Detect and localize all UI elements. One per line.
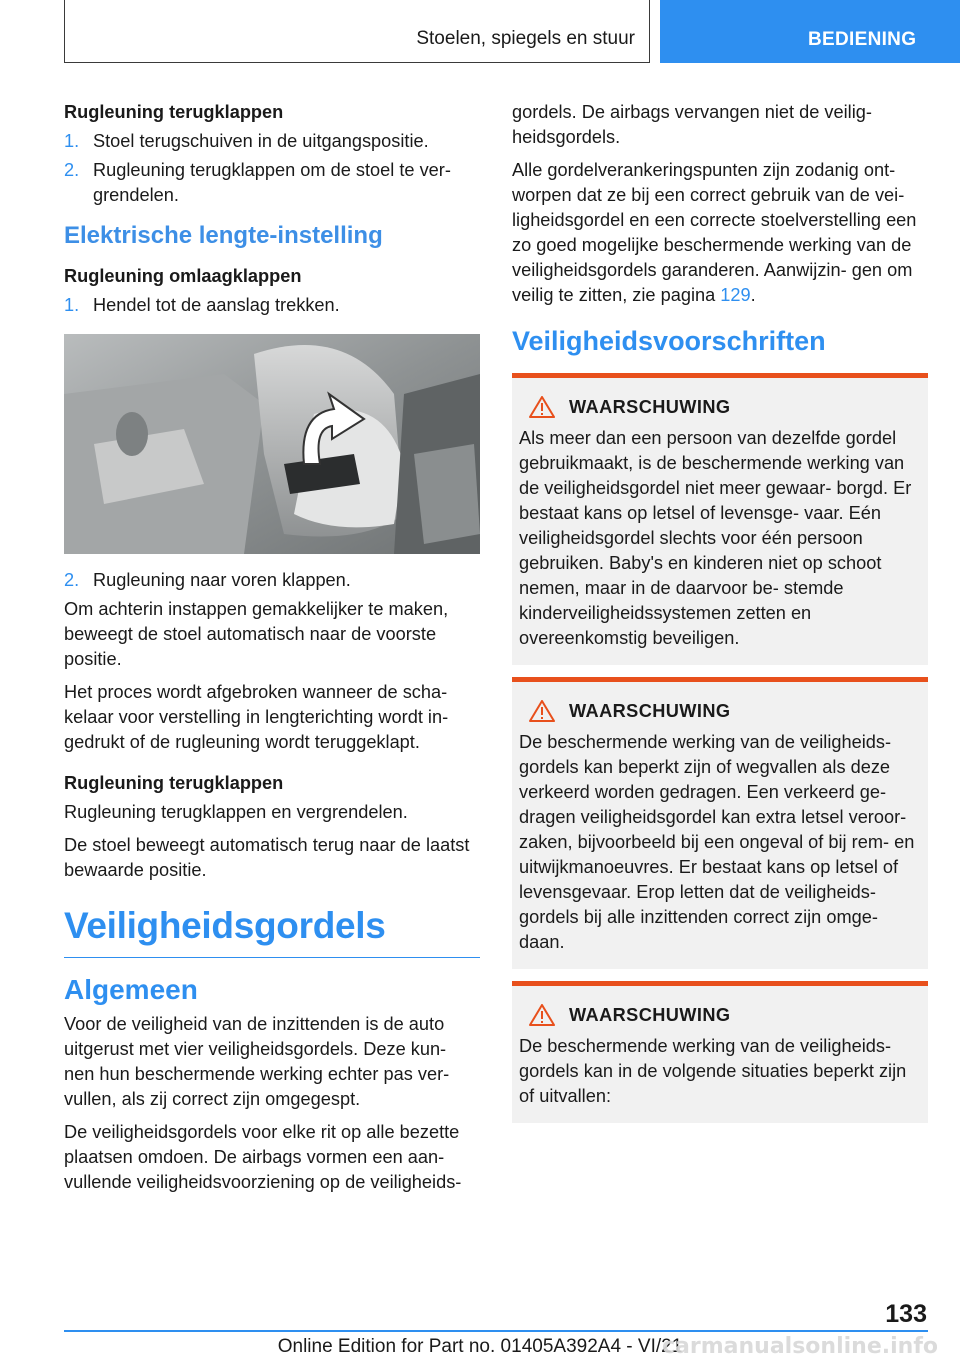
- edition-text: Online Edition for Part no. 01405A392A4 - VI/21: [277, 1336, 683, 1357]
- list-item: [64, 293, 480, 318]
- warning-text: Als meer dan een persoon van dezelfde gordel gebruikmaakt, is de beschermende werking van de veiligheidsgordel niet meer gewaar- borgd. Er bestaat kans op letsel of levensge- vaar. Eén veiligheidsgordel slechts voor één persoon gebruiken. Baby's en kinderen niet op schoot nemen, maar in de daarvoor be- stemde kinderveiligheidssystemen zetten en overeenkomstig beveiligen.: [519, 428, 912, 648]
- list-text: Rugleuning terugklappen om de stoel te ver- grendelen.: [93, 160, 451, 205]
- warning-text: De beschermende werking van de veiligheids- gordels kan beperkt zijn of wegvallen als deze verkeerd worden gedragen. Een verkeerd ge- dragen veiligheidsgordel kan extra letsel veroor- zaken, bijvoorbeeld bij een ongeval of bij rem- en uitwijkmanoeuvres. Er bestaat kans op letsel of levensgevaar. Erop letten dat de veiligheids- gordels bij alle inzittenden correct zijn omge- daan.: [519, 732, 915, 952]
- warning-box: [512, 677, 928, 969]
- list-number: 2.: [64, 160, 80, 180]
- right-column: [512, 100, 928, 1135]
- paragraph: De veiligheidsgordels voor elke rit op alle bezette plaatsen omdoen. De airbags vormen een aan- vullende veiligheidsvoorziening op de veiligheids-: [64, 1122, 462, 1192]
- list-number: 1.: [64, 295, 80, 315]
- subheading-backrest-fold-back: Rugleuning terugklappen: [64, 102, 284, 122]
- paragraph: Om achterin instappen gemakkelijker te maken, beweegt de stoel automatisch naar de voorste positie.: [64, 599, 449, 669]
- paragraph-text: .: [750, 285, 756, 305]
- subchapter-heading: Algemeen: [64, 974, 198, 1005]
- list-item: [64, 129, 480, 154]
- left-column: [64, 100, 480, 1203]
- warning-header: [519, 1004, 920, 1026]
- list-text: Rugleuning naar voren klappen.: [93, 570, 351, 590]
- subheading-backrest-fold-down: Rugleuning omlaagklappen: [64, 266, 302, 286]
- page-number: 133: [885, 1300, 927, 1328]
- section-heading-safety: Veiligheidsvoorschriften: [512, 326, 826, 356]
- watermark: carmanualsonline.info: [662, 1334, 938, 1359]
- subheading-backrest-fold-back-2: Rugleuning terugklappen: [64, 773, 284, 793]
- paragraph: gordels. De airbags vervangen niet de veilig- heidsgordels.: [512, 102, 872, 147]
- warning-label: WAARSCHUWING: [569, 396, 731, 417]
- list-text: Hendel tot de aanslag trekken.: [93, 295, 340, 315]
- warning-text: De beschermende werking van de veiligheids- gordels kan in de volgende situaties beperkt zijn of uitvallen:: [519, 1036, 907, 1106]
- warning-triangle-icon: [529, 396, 555, 418]
- section-heading-electric: Elektrische lengte-instelling: [64, 222, 383, 249]
- list-number: 1.: [64, 131, 80, 151]
- warning-label: WAARSCHUWING: [569, 700, 731, 721]
- footer-divider: [64, 1330, 928, 1332]
- chapter-tab-label: BEDIENING: [808, 29, 917, 50]
- warning-triangle-icon: [529, 1004, 555, 1026]
- chapter-tab[interactable]: [660, 0, 960, 63]
- warning-box: [512, 373, 928, 665]
- section-title: Stoelen, spiegels en stuur: [416, 28, 635, 49]
- seat-lever-photo: [64, 334, 480, 554]
- list-number: 2.: [64, 570, 80, 590]
- list-item: [64, 158, 480, 208]
- chapter-heading: Veiligheidsgordels: [64, 905, 480, 958]
- warning-header: [519, 700, 920, 722]
- paragraph: [512, 158, 928, 308]
- warning-header: [519, 396, 920, 418]
- header-box: [64, 0, 650, 63]
- paragraph: Het proces wordt afgebroken wanneer de scha- kelaar voor verstelling in lengterichting wordt in- gedrukt of de rugleuning wordt teruggeklapt.: [64, 682, 449, 752]
- list-text: Stoel terugschuiven in de uitgangspositie.: [93, 131, 429, 151]
- list-item: [64, 568, 480, 593]
- warning-triangle-icon: [529, 700, 555, 722]
- paragraph: Rugleuning terugklappen en vergrendelen.: [64, 802, 408, 822]
- paragraph-text: Alle gordelverankeringspunten zijn zodanig ont- worpen dat ze bij een correct gebruik van de vei- ligheidsgordel en een correcte stoelverstelling een zo goed mogelijke beschermende werking van de veiligheidsgordels garanderen. Aanwijzin- gen om veilig te zitten, zie pagina: [512, 160, 917, 305]
- paragraph: De stoel beweegt automatisch terug naar de laatst bewaarde positie.: [64, 835, 470, 880]
- paragraph: Voor de veiligheid van de inzittenden is de auto uitgerust met vier veiligheidsgordels. Deze kun- nen hun beschermende werking echter pas ver- vullen, als zij correct zijn omgegespt.: [64, 1014, 450, 1109]
- warning-box: [512, 981, 928, 1123]
- warning-label: WAARSCHUWING: [569, 1004, 731, 1025]
- page-link[interactable]: 129: [720, 285, 751, 305]
